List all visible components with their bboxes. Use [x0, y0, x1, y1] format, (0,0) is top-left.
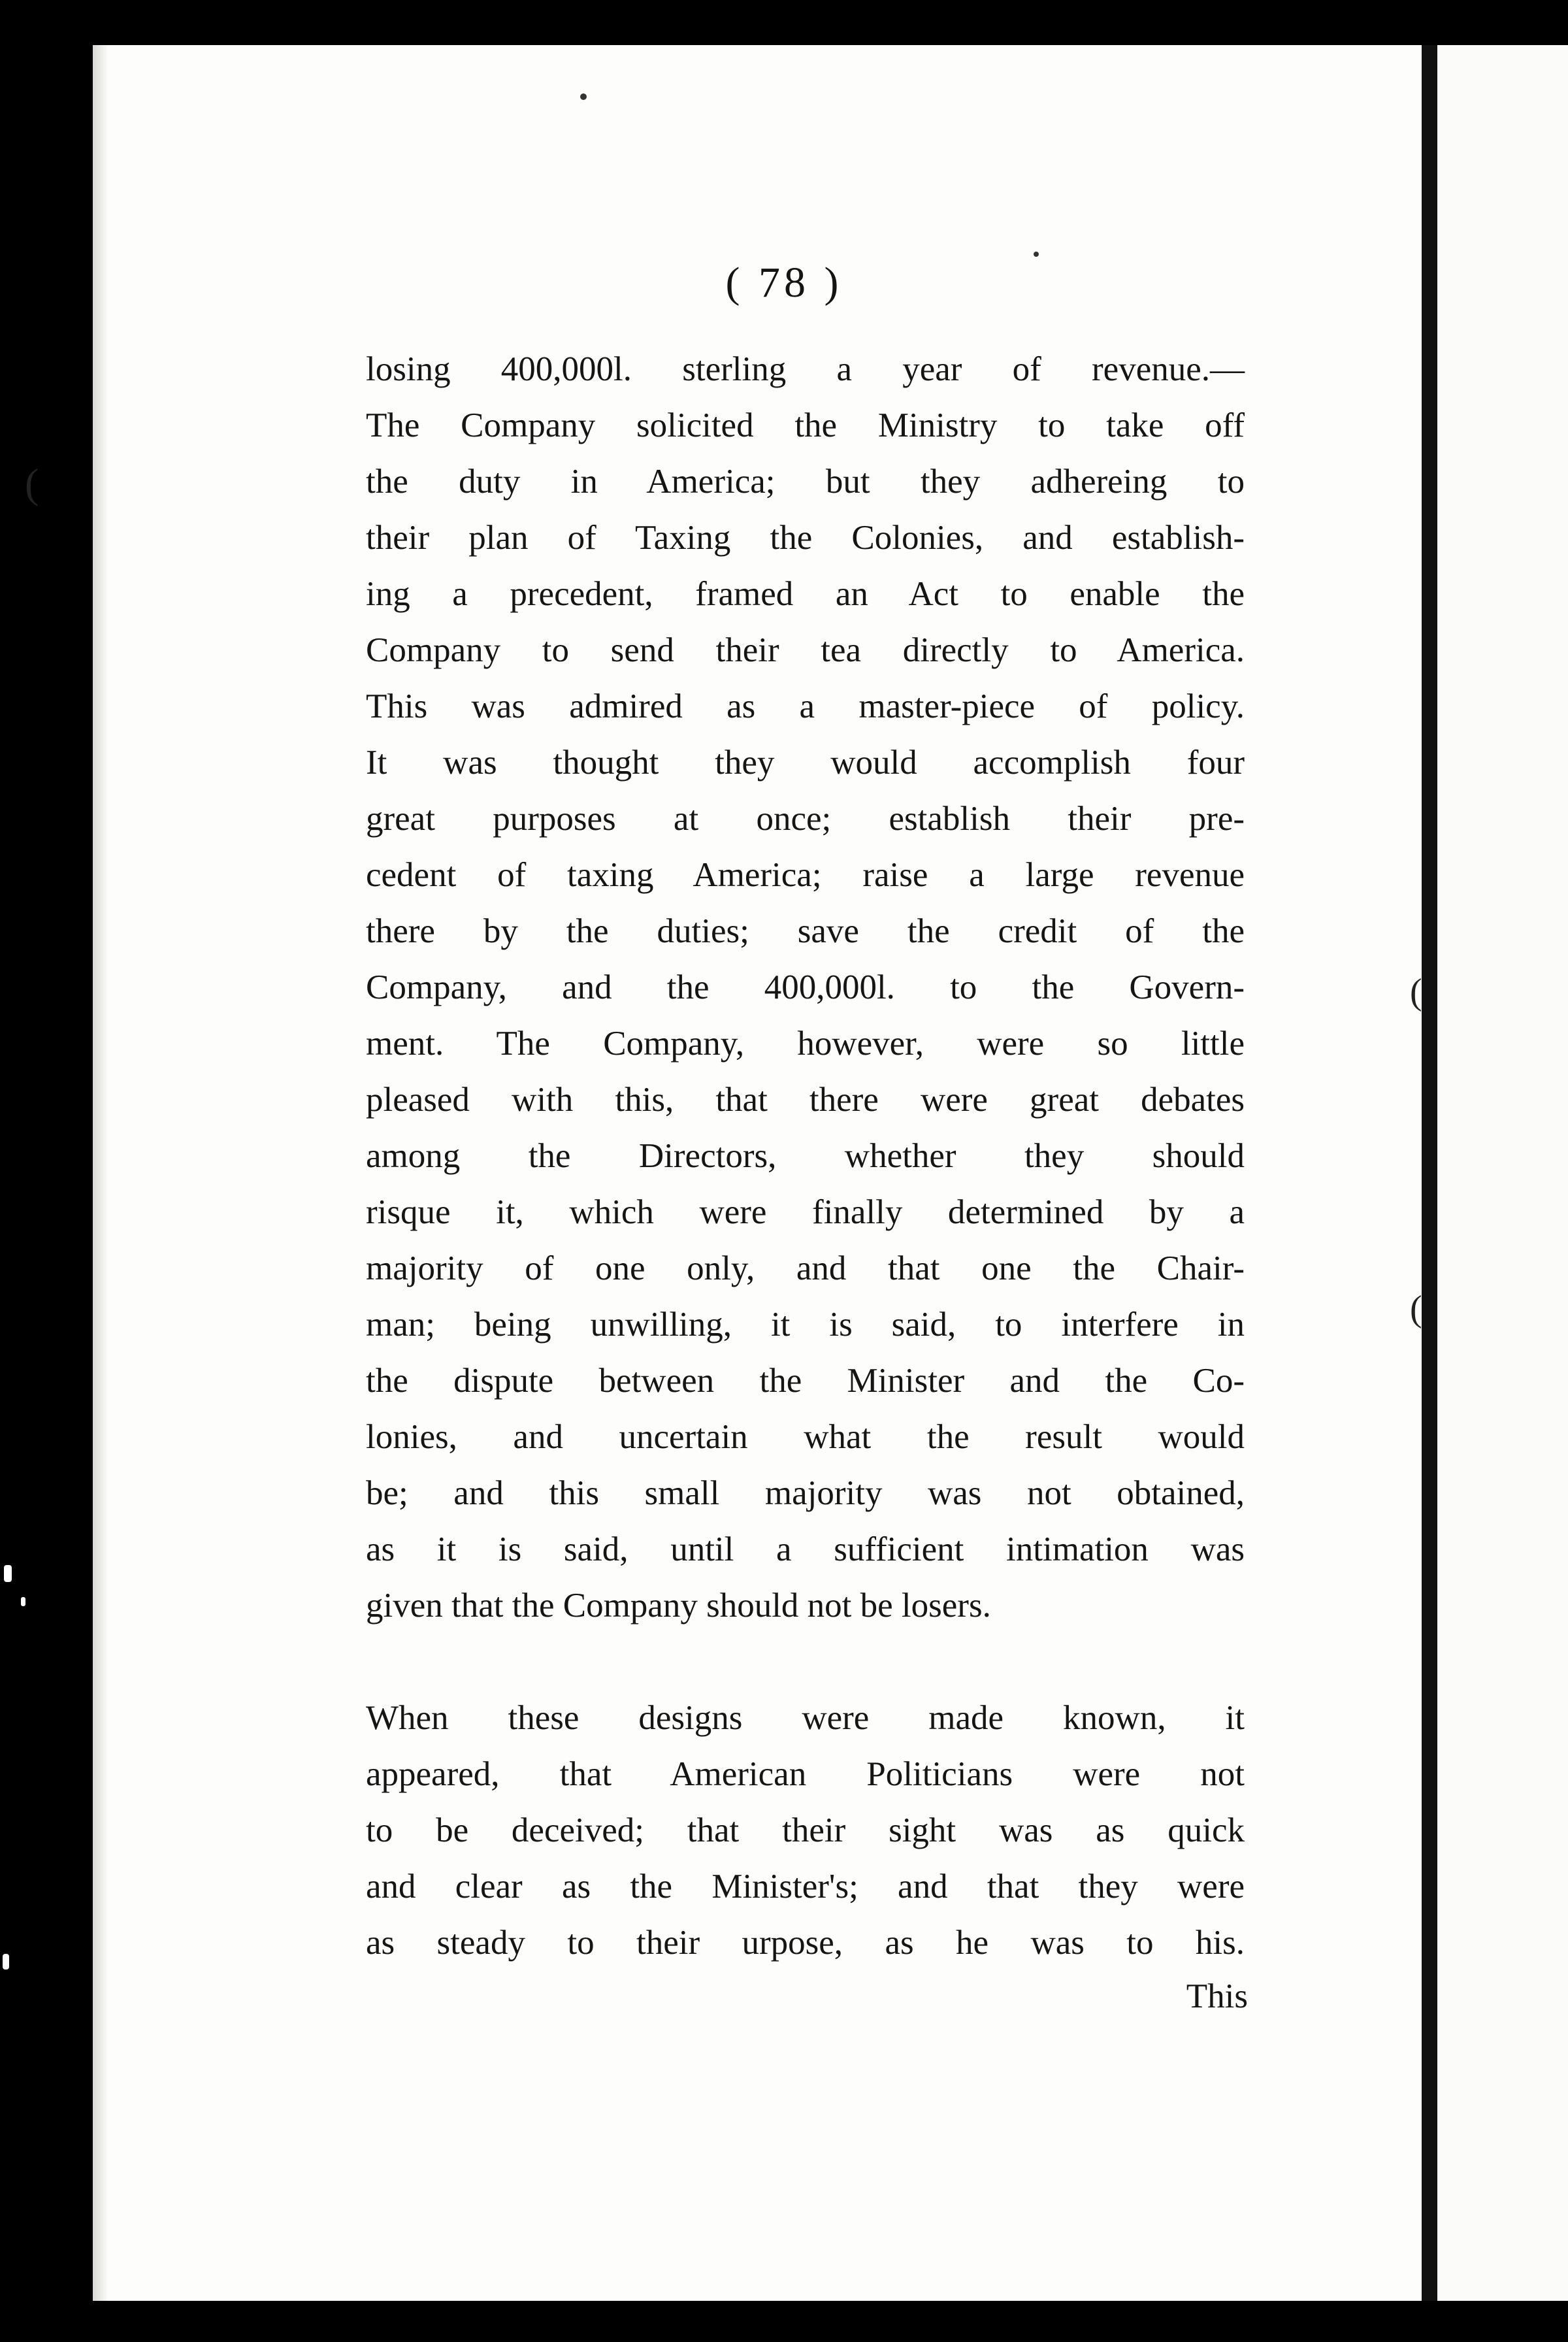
- text-line: ing a precedent, framed an Act to enable the: [366, 575, 1245, 613]
- text-line: When these designs were made known, it: [366, 1699, 1245, 1737]
- gutter-mark: (: [1410, 1289, 1422, 1329]
- page-number: ( 78 ): [725, 259, 843, 306]
- speck: [1034, 252, 1039, 257]
- speck: [4, 1565, 12, 1582]
- page-gutter: [1422, 45, 1437, 2301]
- text-line: It was thought they would accomplish four: [366, 744, 1245, 782]
- text-line: cedent of taxing America; raise a large revenue: [366, 856, 1245, 894]
- text-line: pleased with this, that there were great debates: [366, 1081, 1245, 1119]
- text-line: majority of one only, and that one the Chair-: [366, 1249, 1245, 1287]
- text-line: appeared, that American Politicians were not: [366, 1755, 1245, 1793]
- text-line: man; being unwilling, it is said, to interfere in: [366, 1306, 1245, 1344]
- speck: [3, 1954, 9, 1970]
- text-line: The Company solicited the Ministry to take off: [366, 406, 1245, 444]
- text-line: their plan of Taxing the Colonies, and establish-: [366, 519, 1245, 557]
- text-line: be; and this small majority was not obtained,: [366, 1474, 1245, 1512]
- paragraph: [366, 1690, 1245, 1971]
- text-line: lonies, and uncertain what the result would: [366, 1418, 1245, 1456]
- text-line: ment. The Company, however, were so little: [366, 1025, 1245, 1063]
- text-line: there by the duties; save the credit of the: [366, 912, 1245, 950]
- catchword: This: [1186, 1977, 1248, 2015]
- text-line: to be deceived; that their sight was as quick: [366, 1811, 1245, 1849]
- text-line: This was admired as a master-piece of policy.: [366, 687, 1245, 725]
- margin-mark: (: [25, 460, 39, 506]
- text-line: given that the Company should not be losers.: [366, 1587, 991, 1625]
- paragraph-gap: [366, 1634, 1245, 1690]
- text-line: Company to send their tea directly to America.: [366, 631, 1245, 669]
- body-text: [366, 341, 1245, 1971]
- text-line: the dispute between the Minister and the Co-: [366, 1362, 1245, 1400]
- text-line: and clear as the Minister's; and that they were: [366, 1868, 1245, 1905]
- speck: [580, 93, 587, 100]
- text-line: risque it, which were finally determined by a: [366, 1193, 1245, 1231]
- text-line: great purposes at once; establish their pre-: [366, 800, 1245, 838]
- speck: [21, 1597, 25, 1606]
- text-line: the duty in America; but they adhereing to: [366, 463, 1245, 501]
- paragraph: [366, 341, 1245, 1634]
- text-line: as it is said, until a sufficient intimation was: [366, 1530, 1245, 1568]
- text-line: among the Directors, whether they should: [366, 1137, 1245, 1175]
- text-line: Company, and the 400,000l. to the Govern-: [366, 968, 1245, 1006]
- text-line: as steady to their urpose, as he was to his.: [366, 1924, 1245, 1962]
- gutter-mark: (: [1410, 972, 1422, 1012]
- facing-page-edge: [1437, 45, 1568, 2301]
- text-line: losing 400,000l. sterling a year of revenue.—: [366, 350, 1245, 388]
